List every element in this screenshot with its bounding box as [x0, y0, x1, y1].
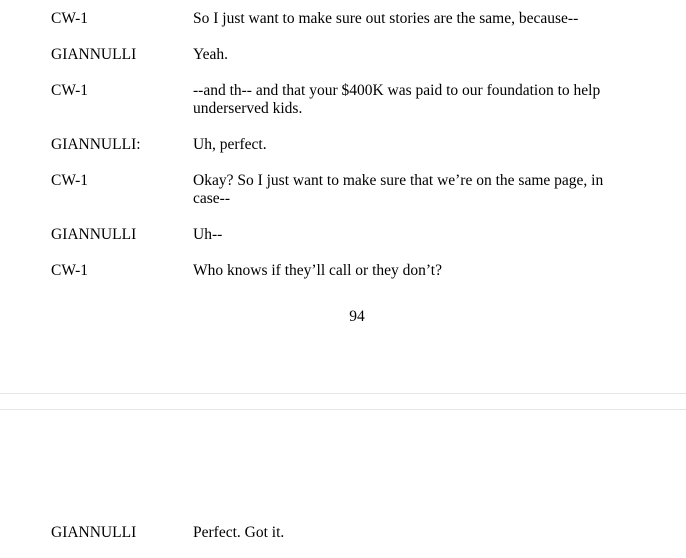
- dialogue-text: So I just want to make sure out stories are the same, because--: [193, 10, 579, 27]
- speaker-label: GIANNULLI: [51, 524, 137, 541]
- speaker-label: CW-1: [51, 10, 89, 27]
- dialogue-text: --and th-- and that your $400K was paid to our foundation to help underserved kids.: [193, 82, 601, 117]
- speaker-label: GIANNULLI:: [51, 136, 141, 153]
- page-number: 94: [349, 308, 365, 325]
- speaker-label: CW-1: [51, 262, 89, 279]
- speaker-label: GIANNULLI: [51, 46, 137, 63]
- speaker-label: GIANNULLI: [51, 226, 137, 243]
- speaker-label: CW-1: [51, 82, 89, 99]
- dialogue-text: Uh--: [193, 226, 223, 243]
- dialogue-text: Perfect. Got it.: [193, 524, 285, 541]
- dialogue-text: Okay? So I just want to make sure that we’re on the same page, in case--: [193, 172, 604, 207]
- page-separator: [0, 393, 686, 410]
- dialogue-text: Yeah.: [193, 46, 229, 63]
- dialogue-text: Who knows if they’ll call or they don’t?: [193, 262, 442, 279]
- document-page-next: [0, 410, 686, 558]
- speaker-label: CW-1: [51, 172, 89, 189]
- dialogue-text: Uh, perfect.: [193, 136, 267, 153]
